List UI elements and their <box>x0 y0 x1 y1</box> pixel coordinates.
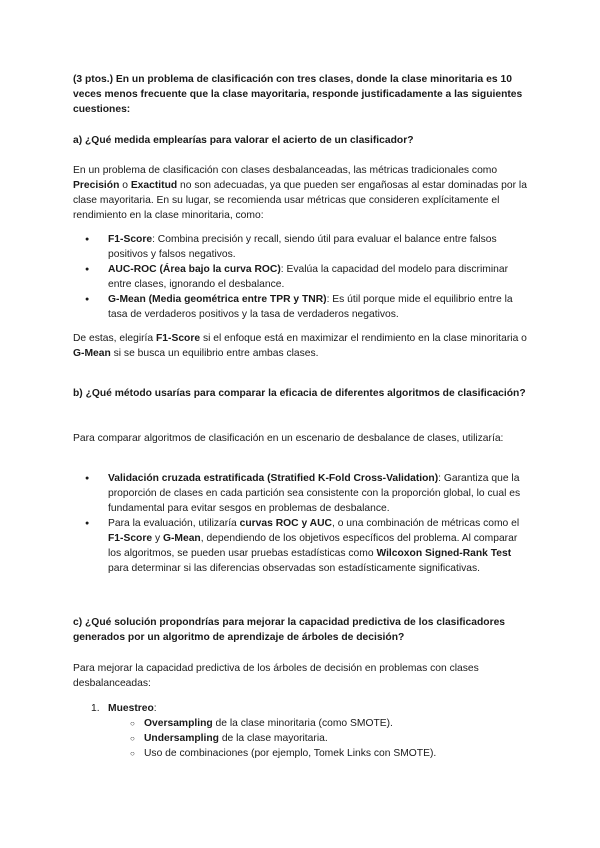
text-run: De estas, elegiría <box>73 333 156 344</box>
sublist-item-combinations <box>73 746 533 761</box>
term-stratified-cv: Validación cruzada estratificada (Stratified K-Fold Cross-Validation) <box>108 473 439 484</box>
text-run: : Es útil porque mide el equilibrio entre la tasa de verdaderos positivos y la tasa de verdaderos negativos. <box>108 294 513 320</box>
sublist-item-undersampling <box>73 731 533 746</box>
term-precision: Precisión <box>73 180 120 191</box>
term-gmean: G-Mean (Media geométrica entre TPR y TNR) <box>108 294 327 305</box>
term-roc-auc: curvas ROC y AUC <box>239 518 332 529</box>
list-item-gmean <box>73 292 533 322</box>
term-oversampling: Oversampling <box>144 718 213 729</box>
term-f1: F1-Score <box>156 333 201 344</box>
list-item-auc <box>73 262 533 292</box>
term-muestreo: Muestreo <box>108 703 154 714</box>
term-gmean: G-Mean <box>73 348 111 359</box>
sampling-sublist <box>73 716 533 761</box>
text-run: o <box>119 180 131 191</box>
paragraph-c1: Para mejorar la capacidad predictiva de los árboles de decisión en problemas con clases desbalanceadas: <box>73 663 479 689</box>
term-exactitud: Exactitud <box>130 180 178 191</box>
text-run: no son adecuadas, ya que pueden ser engañosas al estar dominadas por la clase mayoritaria. En su lugar, se recomienda usar métricas que consideren explícitamente el rendimiento en la clase minoritaria, como: <box>73 180 527 221</box>
text-run: Uso de combinaciones (por ejemplo, Tomek Links con SMOTE). <box>144 748 437 759</box>
list-item-stratified-cv <box>73 471 533 516</box>
paragraph-a-conclusion <box>73 331 533 361</box>
text-run: y <box>152 533 163 544</box>
paragraph-a1 <box>73 163 533 223</box>
list-item-evaluation <box>73 516 533 576</box>
methods-list <box>73 471 533 576</box>
text-run: de la clase minoritaria (como SMOTE). <box>212 718 393 729</box>
text-run: : <box>153 703 157 714</box>
text-run: : Evalúa la capacidad del modelo para discriminar entre clases, ignorando el desbalance. <box>108 264 509 290</box>
heading-a: a) ¿Qué medida emplearías para valorar el acierto de un clasificador? <box>73 135 414 146</box>
list-item-sampling <box>73 701 533 716</box>
text-run: : Combina precisión y recall, siendo útil para evaluar el balance entre falsos positivos y falsos negativos. <box>108 234 497 260</box>
heading-b: b) ¿Qué método usarías para comparar la eficacia de diferentes algoritmos de clasificación? <box>73 388 526 399</box>
solutions-list <box>73 701 533 761</box>
text-run: de la clase mayoritaria. <box>218 733 328 744</box>
text-run: : Garantiza que la proporción de clases en cada partición sea consistente con la proporción global, lo cual es fundamental para evitar sesgos en problemas de desbalance. <box>108 473 521 514</box>
text-run: En un problema de clasificación con clases desbalanceadas, las métricas tradicionales como <box>73 165 498 176</box>
term-f1: F1-Score <box>108 533 153 544</box>
text-run: para determinar si las diferencias observadas son estadísticamente significativas. <box>108 563 481 574</box>
text-run: si el enfoque está en maximizar el rendimiento en la clase minoritaria o <box>200 333 527 344</box>
term-wilcoxon: Wilcoxon Signed-Rank Test <box>376 548 512 559</box>
text-run: Para la evaluación, utilizaría <box>108 518 240 529</box>
paragraph-b1: Para comparar algoritmos de clasificación en un escenario de desbalance de clases, utilizaría: <box>73 433 504 444</box>
list-number: 1. <box>91 703 100 714</box>
term-undersampling: Undersampling <box>144 733 219 744</box>
term-auc-roc: AUC-ROC (Área bajo la curva ROC) <box>108 264 281 275</box>
term-gmean: G-Mean <box>162 533 201 544</box>
term-f1: F1-Score <box>108 234 153 245</box>
metrics-list <box>73 232 533 322</box>
text-run: , o una combinación de métricas como el <box>331 518 520 529</box>
list-item-f1 <box>73 232 533 262</box>
question-intro: (3 ptos.) En un problema de clasificación con tres clases, donde la clase minoritaria es 10 veces menos frecuente que la clase mayoritaria, responde justificadamente a las siguientes cuestiones: <box>73 74 523 115</box>
text-run: , dependiendo de los objetivos específicos del problema. Al comparar los algoritmos, se pueden usar pruebas estadísticas como <box>108 533 518 559</box>
heading-c: c) ¿Qué solución propondrías para mejorar la capacidad predictiva de los clasificadores generados por un algoritmo de aprendizaje de árboles de decisión? <box>73 617 506 643</box>
sublist-item-oversampling <box>73 716 533 731</box>
text-run: si se busca un equilibrio entre ambas clases. <box>110 348 319 359</box>
